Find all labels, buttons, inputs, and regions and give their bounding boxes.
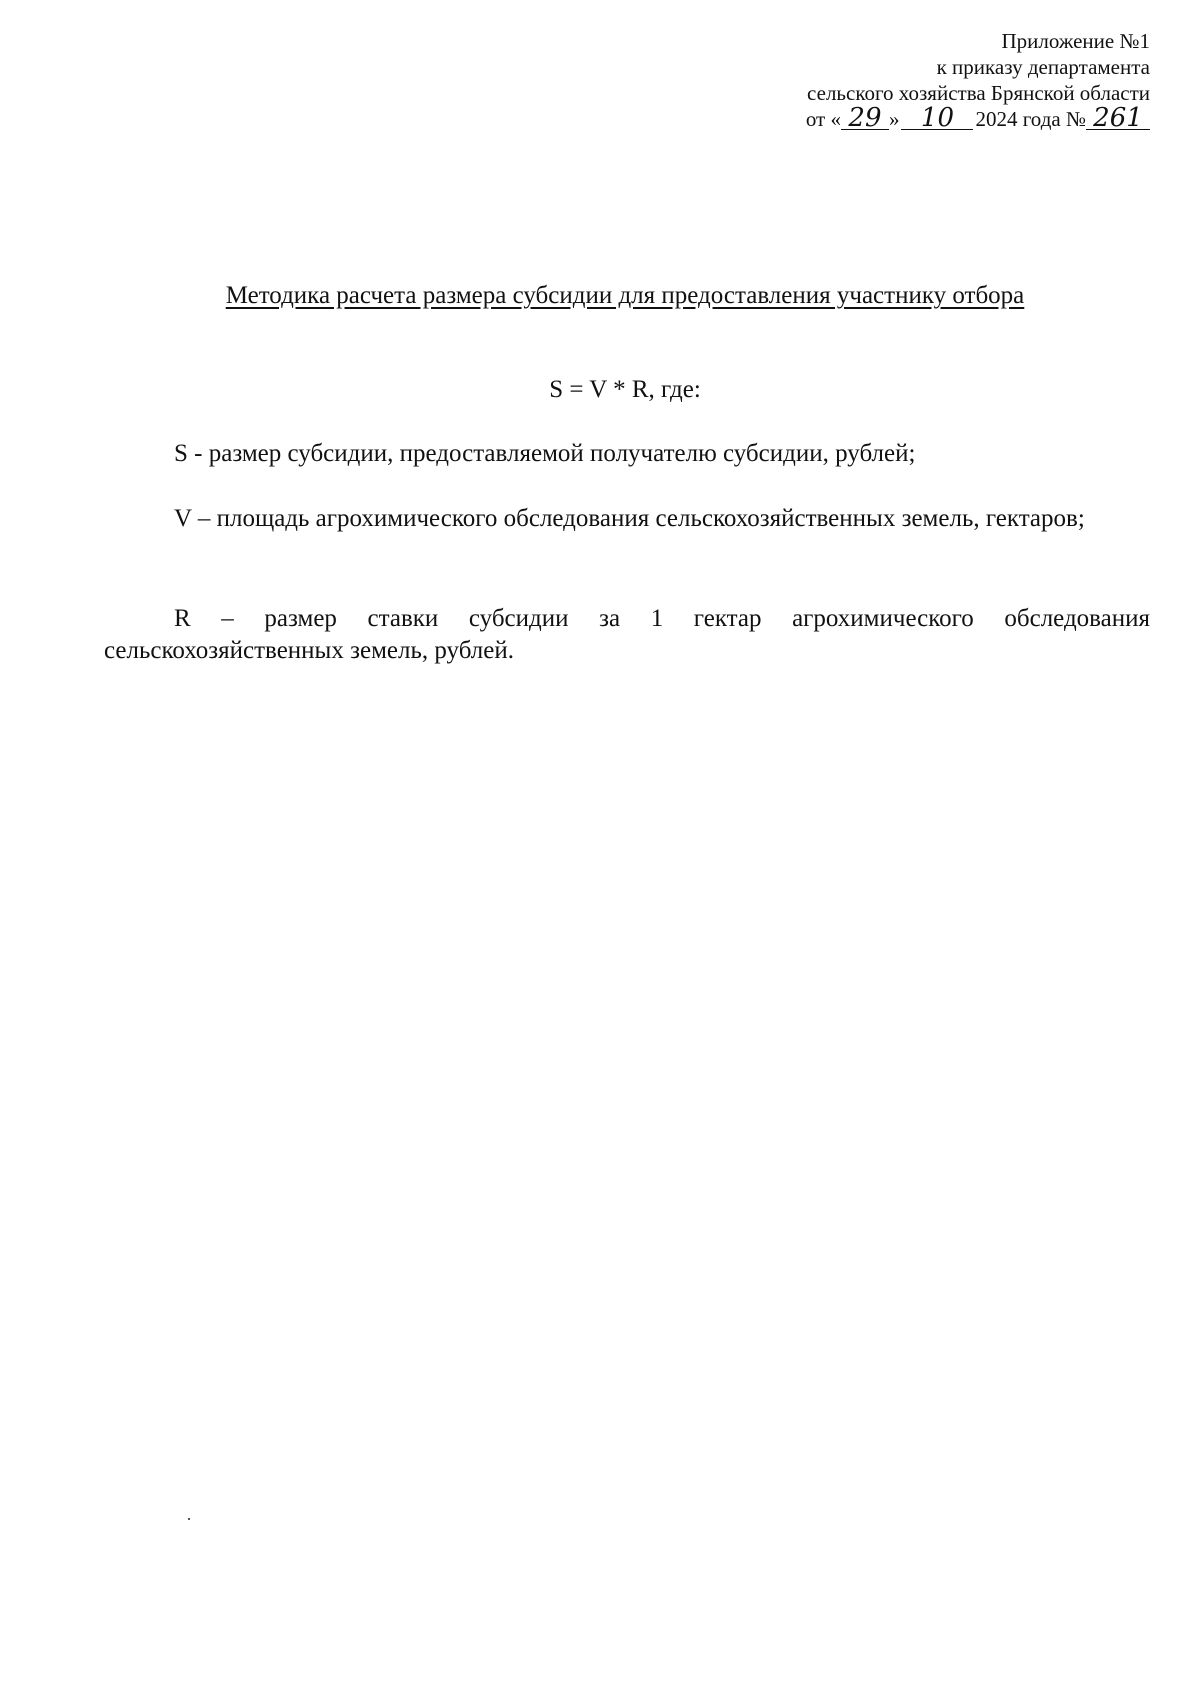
order-reference: к приказу департамента: [936, 55, 1150, 79]
date-mid: »: [888, 107, 900, 131]
subsidy-formula: S = V * R, где:: [549, 376, 701, 403]
handwritten-order-number: 261: [1086, 107, 1150, 130]
definition-s: S - размер субсидии, предоставляемой получателю субсидии, рублей;: [174, 440, 916, 467]
document-title: Методика расчета размера субсидии для предоставления участнику отбора: [225, 282, 1025, 309]
appendix-header: [630, 28, 1150, 132]
date-year-text: 2024 года №: [975, 107, 1086, 131]
order-date-line: [630, 103, 1150, 133]
definition-v: V – площадь агрохимического обследования сельскохозяйственных земель, гектаров;: [174, 505, 1085, 532]
department-name: сельского хозяйства Брянской области: [807, 81, 1150, 105]
handwritten-month: 10: [901, 107, 973, 130]
appendix-number: Приложение №1: [1001, 29, 1150, 53]
scan-speck: [188, 1518, 190, 1520]
date-prefix: от «: [805, 107, 841, 131]
handwritten-day: 29: [841, 107, 889, 130]
definition-r: R – размер ставки субсидии за 1 гектар агрохимического обследования сельскохозяйственных земель, рублей.: [104, 605, 1150, 664]
